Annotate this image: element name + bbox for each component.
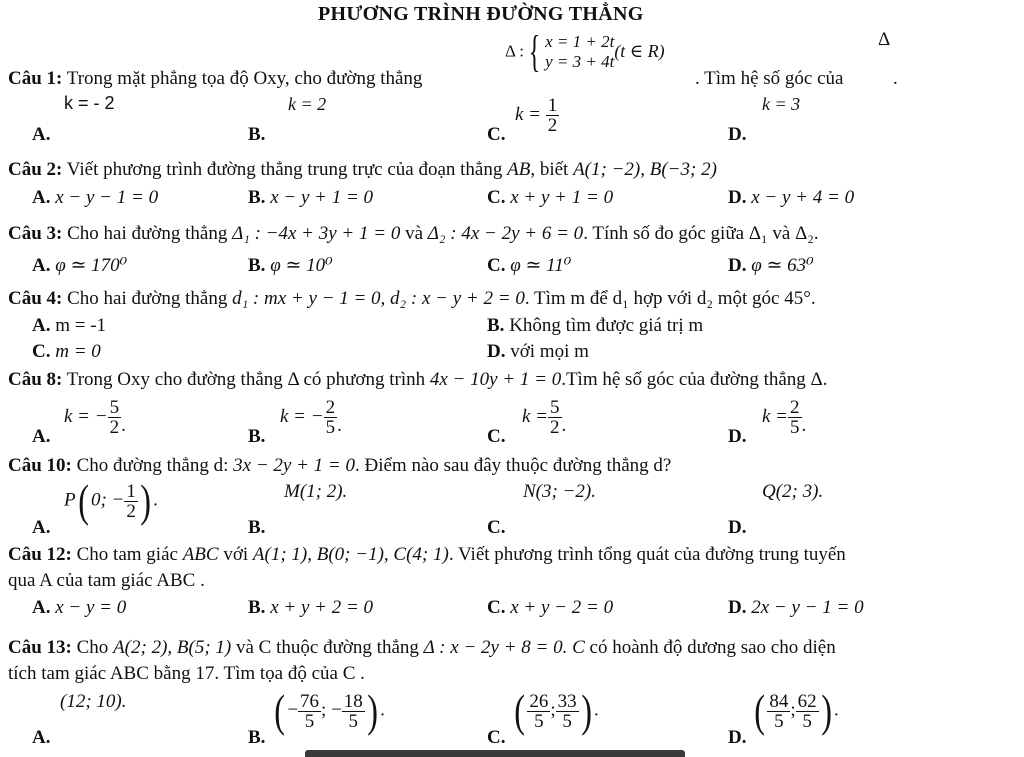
- q8-d-sign: k =: [762, 406, 789, 428]
- q1-delta-prefix: Δ :: [505, 41, 524, 61]
- q4-d-label: D.: [487, 341, 506, 362]
- q13-b-label: B.: [248, 727, 266, 748]
- q1-c-prefix: k =: [515, 104, 542, 126]
- q2-stem: [8, 160, 717, 181]
- q4-c-label: C.: [32, 341, 51, 362]
- q13-b-num2: 18: [343, 690, 363, 712]
- q1-option-c-value: [515, 96, 559, 135]
- q12-option-a: [32, 598, 126, 619]
- q1-option-b-label: B.: [248, 124, 266, 145]
- q13-c-frac1: [527, 692, 550, 731]
- q3-option-d: [728, 256, 814, 277]
- q12-points: A(1; 1), B(0; −1), C(4; 1): [252, 544, 449, 565]
- q2-option-b: [248, 188, 373, 209]
- q8-b-sign: k = −: [280, 406, 324, 428]
- q8-a-frac: [108, 398, 122, 437]
- q12-abc: ABC: [182, 544, 219, 565]
- q4-a-value: m = -1: [55, 315, 107, 336]
- q13-d-mid: ;: [790, 699, 796, 721]
- q4-b-label: B.: [487, 315, 505, 336]
- q10-tail: . Điểm nào sau đây thuộc đường thẳng d?: [354, 455, 672, 476]
- q4-option-c: [32, 342, 101, 363]
- q13-b-frac1: [298, 692, 321, 731]
- q2-text: Viết phương trình đường thẳng trung trực của đoạn thẳng: [66, 159, 503, 180]
- q3-d-label: D.: [728, 255, 747, 276]
- q10-a-den: 2: [126, 500, 136, 522]
- q2-a-value: x − y − 1 = 0: [55, 187, 159, 208]
- q10-text: Cho đường thẳng d:: [76, 455, 229, 476]
- q13-c-lparen: (: [514, 685, 526, 736]
- q3-stem: [8, 224, 819, 245]
- q4-text: Cho hai đường thẳng: [67, 288, 228, 309]
- q13-c-mid: ;: [550, 699, 556, 721]
- q1-stem: [8, 69, 422, 90]
- q3-option-b: [248, 256, 333, 277]
- q12-c-label: C.: [487, 597, 506, 618]
- q1-end-dot: .: [893, 68, 898, 89]
- q10-option-b-value: M(1; 2).: [284, 481, 348, 502]
- q13-b-rparen: ): [367, 685, 378, 736]
- q10-a-inner: 0; −: [90, 489, 125, 511]
- q4-c-value: m = 0: [55, 341, 101, 362]
- q12-tail: . Viết phương trình tổng quát của đường trung tuyến: [448, 544, 846, 565]
- q1-option-b-value: k = 2: [288, 94, 327, 114]
- q12-d-label: D.: [728, 597, 747, 618]
- q8-d-label: D.: [728, 426, 747, 447]
- q8-a-sign: k = −: [64, 406, 108, 428]
- q3-a-value: φ ≃ 170⁰: [55, 255, 128, 276]
- q3-tail: . Tính số đo góc giữa Δ₁ và Δ₂.: [583, 223, 819, 244]
- q13-b-den1: 5: [304, 710, 315, 732]
- q10-eq: 3x − 2y + 1 = 0: [233, 455, 355, 476]
- q8-option-c-value: k = $\frac{5}{2}$ .: [522, 397, 567, 438]
- q1-tail: . Tìm hệ số góc của: [695, 68, 844, 89]
- q1-sys-line2: y = 3 + 4t: [545, 52, 615, 71]
- q2-points: A(1; −2), B(−3; 2): [573, 159, 717, 180]
- q10-a-lparen: (: [77, 475, 89, 526]
- q3-b-label: B.: [248, 255, 266, 276]
- q12-option-d: [728, 598, 864, 619]
- q2-b-value: x − y + 1 = 0: [270, 187, 374, 208]
- q8-stem: [8, 370, 828, 391]
- q13-d-num2: 62: [797, 690, 817, 712]
- q3-c-value: φ ≃ 11⁰: [510, 255, 572, 276]
- q13-a-label: A.: [32, 727, 51, 748]
- q1-system: [505, 27, 665, 76]
- q13-c-den2: 5: [562, 710, 572, 732]
- q13-points: A(2; 2), B(5; 1): [113, 637, 232, 658]
- q3-option-a: [32, 256, 127, 277]
- q1-option-d-label: D.: [728, 124, 747, 145]
- q1-label: Câu 1:: [8, 68, 63, 89]
- q3-eq2: Δ₂ : 4x − 2y + 6 = 0: [427, 223, 584, 244]
- q8-a-den: 2: [109, 417, 120, 438]
- q13-tail: có hoành độ dương sao cho diện: [589, 637, 836, 658]
- q13-line2: tích tam giác ABC bằng 17. Tìm tọa độ của C .: [8, 663, 365, 684]
- q13-option-b-value: ( − $\frac{76}{5}$ ; − $\frac{18}{5}$ ) .: [274, 685, 385, 736]
- q2-ab: AB: [507, 159, 531, 180]
- q10-a-frac: [124, 482, 138, 521]
- q2-b-label: B.: [248, 187, 266, 208]
- q13-d-num1: 84: [769, 690, 789, 712]
- q10-option-a-value: P( 0; − $\frac{1}{2}$ ) .: [64, 475, 158, 526]
- q3-option-c: [487, 256, 571, 277]
- q13-c-rparen: ): [580, 685, 592, 736]
- q13-b-mid: ; −: [321, 699, 342, 721]
- q13-option-a-value: (12; 10).: [60, 691, 127, 712]
- q10-a-rparen: ): [140, 475, 151, 526]
- q4-option-d: [487, 342, 589, 363]
- q2-d-value: x − y + 4 = 0: [751, 187, 855, 208]
- q8-label: Câu 8:: [8, 369, 63, 390]
- q3-d-value: φ ≃ 63⁰: [751, 255, 814, 276]
- q13-d-frac1: [767, 692, 790, 731]
- bottom-overlay-bar: [305, 750, 685, 757]
- q1-c-num: 1: [547, 95, 558, 116]
- q1-option-a-value: k = - 2: [64, 93, 115, 113]
- q10-c-label: C.: [487, 517, 506, 538]
- q8-a-num: 5: [109, 397, 120, 418]
- q4-eqs: d₁ : mx + y − 1 = 0, d₂ : x − y + 2 = 0: [232, 288, 525, 309]
- q13-d-rparen: ): [820, 685, 832, 736]
- q1-brace: {: [528, 27, 541, 76]
- q8-b-label: B.: [248, 426, 266, 447]
- q3-c-label: C.: [487, 255, 506, 276]
- q2-option-d: [728, 188, 854, 209]
- q1-c-fraction: [546, 96, 560, 135]
- q8-a-label: A.: [32, 426, 51, 447]
- q12-stem: [8, 545, 846, 566]
- q1-option-d-value: k = 3: [762, 94, 801, 114]
- q8-b-num: 2: [325, 397, 336, 418]
- q3-a-label: A.: [32, 255, 51, 276]
- q4-label: Câu 4:: [8, 288, 63, 309]
- q10-a-pre: P: [64, 489, 76, 511]
- q2-option-c: [487, 188, 613, 209]
- q10-d-label: D.: [728, 517, 747, 538]
- q12-c-value: x + y − 2 = 0: [510, 597, 614, 618]
- q1-delta-floating: Δ: [878, 29, 891, 50]
- q10-stem: [8, 456, 671, 477]
- q12-line2: qua A của tam giác ABC .: [8, 570, 205, 591]
- q12-voi: với: [223, 544, 249, 565]
- q3-b-value: φ ≃ 10⁰: [270, 255, 333, 276]
- q13-b-den2: 5: [348, 710, 359, 732]
- q8-d-num: 2: [790, 397, 800, 418]
- q13-eq: Δ : x − 2y + 8 = 0. C: [423, 637, 585, 658]
- q1-sys-lines: [545, 32, 614, 71]
- q8-option-b-value: k = − $\frac{2}{5}$ .: [280, 397, 342, 438]
- q1-text: Trong mặt phẳng tọa độ Oxy, cho đường thẳng: [66, 68, 423, 89]
- q12-label: Câu 12:: [8, 544, 72, 565]
- q10-a-label: A.: [32, 517, 51, 538]
- q1-sys-line1: x = 1 + 2t: [545, 32, 615, 52]
- q12-a-label: A.: [32, 597, 51, 618]
- q13-b-sign: −: [287, 699, 299, 721]
- q1-option-c-label: C.: [487, 124, 506, 145]
- q13-label: Câu 13:: [8, 637, 72, 658]
- q8-text: Trong Oxy cho đường thẳng Δ có phương trình: [66, 369, 426, 390]
- q13-d-den2: 5: [802, 710, 812, 732]
- q2-option-a: [32, 188, 158, 209]
- q4-option-b: [487, 316, 703, 337]
- q4-b-value: Không tìm được giá trị m: [509, 315, 704, 336]
- q10-option-d-value: Q(2; 3).: [762, 481, 824, 502]
- q13-c-num2: 33: [557, 690, 577, 712]
- q13-text1: Cho: [76, 637, 109, 658]
- q13-c-num1: 26: [529, 690, 549, 712]
- q13-c-label: C.: [487, 727, 506, 748]
- q2-biet: , biết: [530, 159, 569, 180]
- q12-b-label: B.: [248, 597, 266, 618]
- q8-d-den: 5: [790, 417, 800, 438]
- q8-c-frac: [548, 398, 562, 437]
- q13-option-c-value: ( $\frac{26}{5}$ ; $\frac{33}{5}$ ) .: [514, 685, 599, 736]
- q10-b-label: B.: [248, 517, 266, 538]
- q8-c-sign: k =: [522, 406, 549, 428]
- q12-b-value: x + y + 2 = 0: [270, 597, 374, 618]
- q8-b-den: 5: [325, 417, 336, 438]
- q4-d-value: với mọi m: [510, 341, 589, 362]
- q1-param: (t ∈ R): [614, 41, 665, 62]
- q3-eq1: Δ₁ : −4x + 3y + 1 = 0: [232, 223, 401, 244]
- q12-a-value: x − y = 0: [55, 597, 127, 618]
- q8-d-frac: [788, 398, 802, 437]
- q8-c-den: 2: [550, 417, 560, 438]
- q3-label: Câu 3:: [8, 223, 63, 244]
- q13-option-d-value: ( $\frac{84}{5}$ ; $\frac{62}{5}$ ) .: [754, 685, 839, 736]
- q12-option-b: [248, 598, 373, 619]
- q3-va: và: [405, 223, 424, 244]
- q2-label: Câu 2:: [8, 159, 63, 180]
- q3-text: Cho hai đường thẳng: [67, 223, 228, 244]
- q2-c-label: C.: [487, 187, 506, 208]
- q10-label: Câu 10:: [8, 455, 72, 476]
- q13-c-frac2: [556, 692, 579, 731]
- q8-eq: 4x − 10y + 1 = 0: [429, 369, 562, 390]
- q8-tail: .Tìm hệ số góc của đường thẳng Δ.: [561, 369, 828, 390]
- q8-c-num: 5: [550, 397, 560, 418]
- q12-option-c: [487, 598, 613, 619]
- q13-b-num1: 76: [300, 690, 320, 712]
- q13-d-label: D.: [728, 727, 747, 748]
- q13-stem: [8, 638, 836, 659]
- q1-c-den: 2: [547, 115, 558, 136]
- page-title: PHƯƠNG TRÌNH ĐƯỜNG THẲNG: [318, 3, 644, 25]
- q4-a-label: A.: [32, 315, 51, 336]
- q4-stem: [8, 289, 816, 310]
- q8-option-a-value: k = − $\frac{5}{2}$ .: [64, 397, 126, 438]
- q13-d-den1: 5: [774, 710, 784, 732]
- q10-a-num: 1: [126, 480, 136, 502]
- q2-c-value: x + y + 1 = 0: [510, 187, 614, 208]
- q4-option-a: [32, 316, 106, 337]
- q8-b-frac: [324, 398, 338, 437]
- q2-a-label: A.: [32, 187, 51, 208]
- q2-d-label: D.: [728, 187, 747, 208]
- q12-text1: Cho tam giác: [76, 544, 178, 565]
- q8-option-d-value: k = $\frac{2}{5}$ .: [762, 397, 807, 438]
- q10-option-c-value: N(3; −2).: [523, 481, 596, 502]
- q13-d-lparen: (: [754, 685, 766, 736]
- q1-option-a-label: A.: [32, 124, 51, 145]
- q12-d-value: 2x − y − 1 = 0: [751, 597, 864, 618]
- q8-c-label: C.: [487, 426, 506, 447]
- q4-tail: . Tìm m để d₁ hợp với d₂ một góc 45°.: [524, 288, 816, 309]
- q13-b-frac2: [342, 692, 365, 731]
- q13-text2: và C thuộc đường thẳng: [236, 637, 419, 658]
- q13-b-lparen: (: [274, 685, 286, 736]
- q13-d-frac2: [796, 692, 819, 731]
- q13-c-den1: 5: [534, 710, 544, 732]
